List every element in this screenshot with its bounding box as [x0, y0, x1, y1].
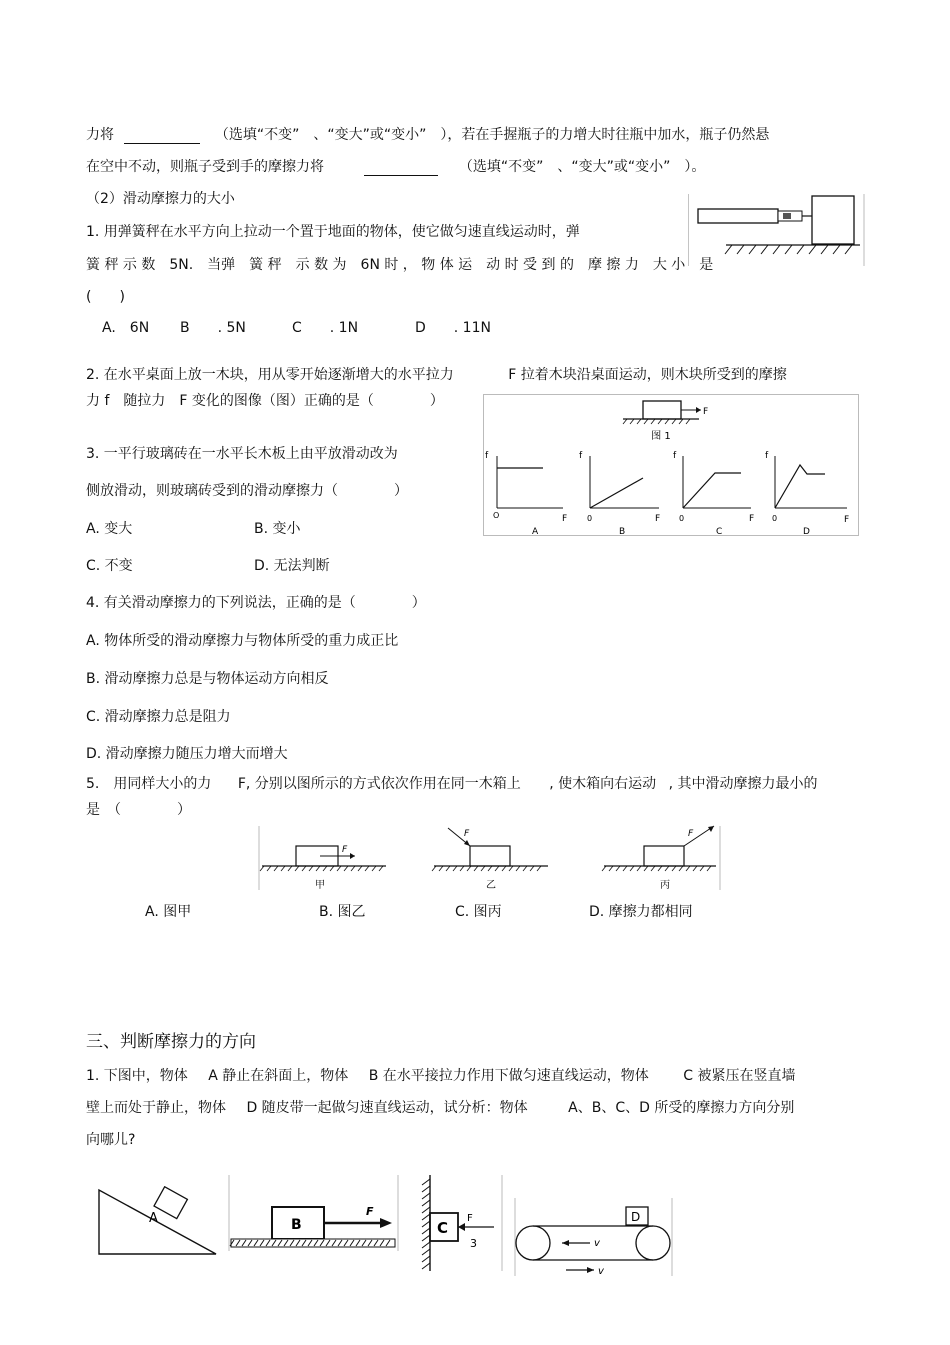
intro-text: 在空中不动，则瓶子受到手的摩擦力将 — [86, 159, 324, 175]
friction-graphs-figure — [483, 394, 859, 536]
force-label: F — [688, 829, 694, 839]
q1-option-a[interactable]: A. 6N — [102, 320, 150, 336]
s3-line-2 — [86, 1099, 794, 1117]
q4-option-c[interactable]: C. 滑动摩擦力总是阻力 — [86, 709, 231, 725]
conveyor-figure-d — [514, 1196, 674, 1278]
block-label-b: B — [291, 1217, 302, 1233]
force-label: F — [703, 407, 709, 417]
axis-label-F: F — [844, 515, 850, 525]
axis-label-f: f — [673, 451, 677, 461]
axis-origin: O — [493, 511, 500, 520]
intro-line-1 — [86, 126, 769, 144]
block-label-a: A — [149, 1211, 158, 1226]
graph-label-a: A — [532, 527, 539, 536]
intro-text: （选填“不变” 、“变大”或“变小” ），若在手握瓶子的力增大时往瓶中加水，瓶子仍然悬 — [214, 127, 770, 143]
q5-option-a[interactable]: A. 图甲 — [145, 904, 192, 920]
s3-text: A 静止在斜面上，物体 — [208, 1068, 349, 1084]
figure-caption: 图 1 — [651, 431, 671, 442]
q4-stem: 4. 有关滑动摩擦力的下列说法，正确的是（ ） — [86, 595, 426, 611]
axis-label-f: f — [485, 451, 489, 461]
q2-line-1 — [86, 366, 787, 384]
q5-option-d[interactable]: D. 摩擦力都相同 — [589, 904, 693, 920]
q4-option-a[interactable]: A. 物体所受的滑动摩擦力与物体所受的重力成正比 — [86, 633, 399, 649]
force-label: F — [467, 1213, 473, 1224]
q1-option-c[interactable]: C . 1N — [292, 320, 359, 336]
q1-line-2: 簧 秤 示 数 5N. 当弹 簧 秤 示 数 为 6N 时 ， 物 体 运 动 时 受 到 的 摩 擦 力 大 小 是 — [86, 257, 714, 273]
q1-line-1: 1. 用弹簧秤在水平方向上拉动一个置于地面的物体，使它做匀速直线运动时，弹 — [86, 224, 580, 240]
section-3-title: 三、判断摩擦力的方向 — [86, 1032, 256, 1052]
s3-text: A、B、C、D 所受的摩擦力方向分别 — [568, 1100, 795, 1116]
graph-label-c: C — [716, 527, 723, 536]
intro-text: （选填“不变” 、“变大”或“变小” ）。 — [458, 159, 706, 175]
q2-text: F 拉着木块沿桌面运动，则木块所受到的摩擦 — [508, 367, 787, 383]
q3-option-b[interactable]: B. 变小 — [254, 521, 301, 537]
box-force-figure — [258, 824, 722, 892]
s3-line-1 — [86, 1067, 796, 1085]
q5-line-2: 是 （ ） — [86, 802, 191, 818]
q5-text: , 使木箱向右运动 — [549, 776, 657, 792]
figure-number: 3 — [470, 1237, 477, 1250]
force-label: F — [464, 829, 470, 839]
s3-text: D 随皮带一起做匀速直线运动，试分析：物体 — [246, 1100, 528, 1116]
axis-label-f: f — [765, 451, 769, 461]
q2-text: 2. 在水平桌面上放一木块，用从零开始逐渐增大的水平拉力 — [86, 367, 454, 383]
axis-label-F: F — [749, 514, 755, 524]
force-label: F — [366, 1205, 374, 1218]
axis-label-F: F — [562, 514, 568, 524]
q3-line-1: 3. 一平行玻璃砖在一水平长木板上由平放滑动改为 — [86, 446, 398, 462]
axis-origin: 0 — [772, 514, 778, 523]
axis-origin: 0 — [587, 514, 593, 523]
q2-line-2: 力 f 随拉力 F 变化的图像（图）正确的是（ ） — [86, 393, 444, 409]
graph-label-d: D — [803, 527, 810, 536]
q5-text: , 其中滑动摩擦力最小的 — [668, 776, 818, 792]
q5-text: 5. 用同样大小的力 — [86, 776, 212, 792]
s3-text: 1. 下图中，物体 — [86, 1068, 188, 1084]
q3-line-2: 侧放滑动，则玻璃砖受到的滑动摩擦力（ ） — [86, 483, 408, 499]
q1-line-3: ( ) — [86, 289, 125, 305]
graph-label-b: B — [619, 527, 626, 536]
wall-block-figure-c — [412, 1173, 504, 1273]
q5-line-1 — [86, 775, 817, 793]
velocity-label: v — [598, 1266, 604, 1277]
config-label-bing: 丙 — [660, 880, 670, 891]
axis-label-F: F — [655, 514, 661, 524]
q3-option-d[interactable]: D. 无法判断 — [254, 558, 330, 574]
config-label-jia: 甲 — [315, 880, 325, 891]
pulled-block-figure-b — [228, 1173, 400, 1253]
intro-text: 力将 — [86, 127, 114, 143]
q5-option-b[interactable]: B. 图乙 — [319, 904, 366, 920]
config-label-yi: 乙 — [486, 880, 496, 891]
q3-option-c[interactable]: C. 不变 — [86, 558, 133, 574]
block-label-d: D — [631, 1210, 641, 1224]
q1-option-d[interactable]: D . 11N — [415, 320, 491, 336]
q4-option-b[interactable]: B. 滑动摩擦力总是与物体运动方向相反 — [86, 671, 329, 687]
s3-text: C 被紧压在竖直墙 — [683, 1068, 796, 1084]
s3-line-3: 向哪儿? — [86, 1132, 136, 1148]
velocity-label: v — [594, 1238, 600, 1249]
spring-scale-figure — [688, 192, 866, 268]
force-label: F — [342, 845, 348, 855]
q5-option-c[interactable]: C. 图丙 — [455, 904, 502, 920]
q1-option-b[interactable]: B . 5N — [180, 320, 246, 336]
s3-text: 壁上而处于静止，物体 — [86, 1100, 226, 1116]
q4-option-d[interactable]: D. 滑动摩擦力随压力增大而增大 — [86, 746, 288, 762]
q3-option-a[interactable]: A. 变大 — [86, 521, 133, 537]
config-bing — [604, 826, 716, 891]
incline-figure-a — [96, 1186, 220, 1258]
s3-text: B 在水平接拉力作用下做匀速直线运动，物体 — [368, 1068, 649, 1084]
block-label-c: C — [437, 1219, 449, 1237]
axis-origin: 0 — [679, 514, 685, 523]
q5-text: F, 分别以图所示的方式依次作用在同一木箱上 — [237, 776, 521, 792]
axis-label-f: f — [579, 451, 583, 461]
answer-blank[interactable] — [364, 161, 438, 176]
answer-blank[interactable] — [124, 129, 200, 144]
intro-line-2 — [86, 158, 705, 176]
config-yi — [434, 828, 548, 891]
section-2-title: （2）滑动摩擦力的大小 — [86, 191, 235, 207]
